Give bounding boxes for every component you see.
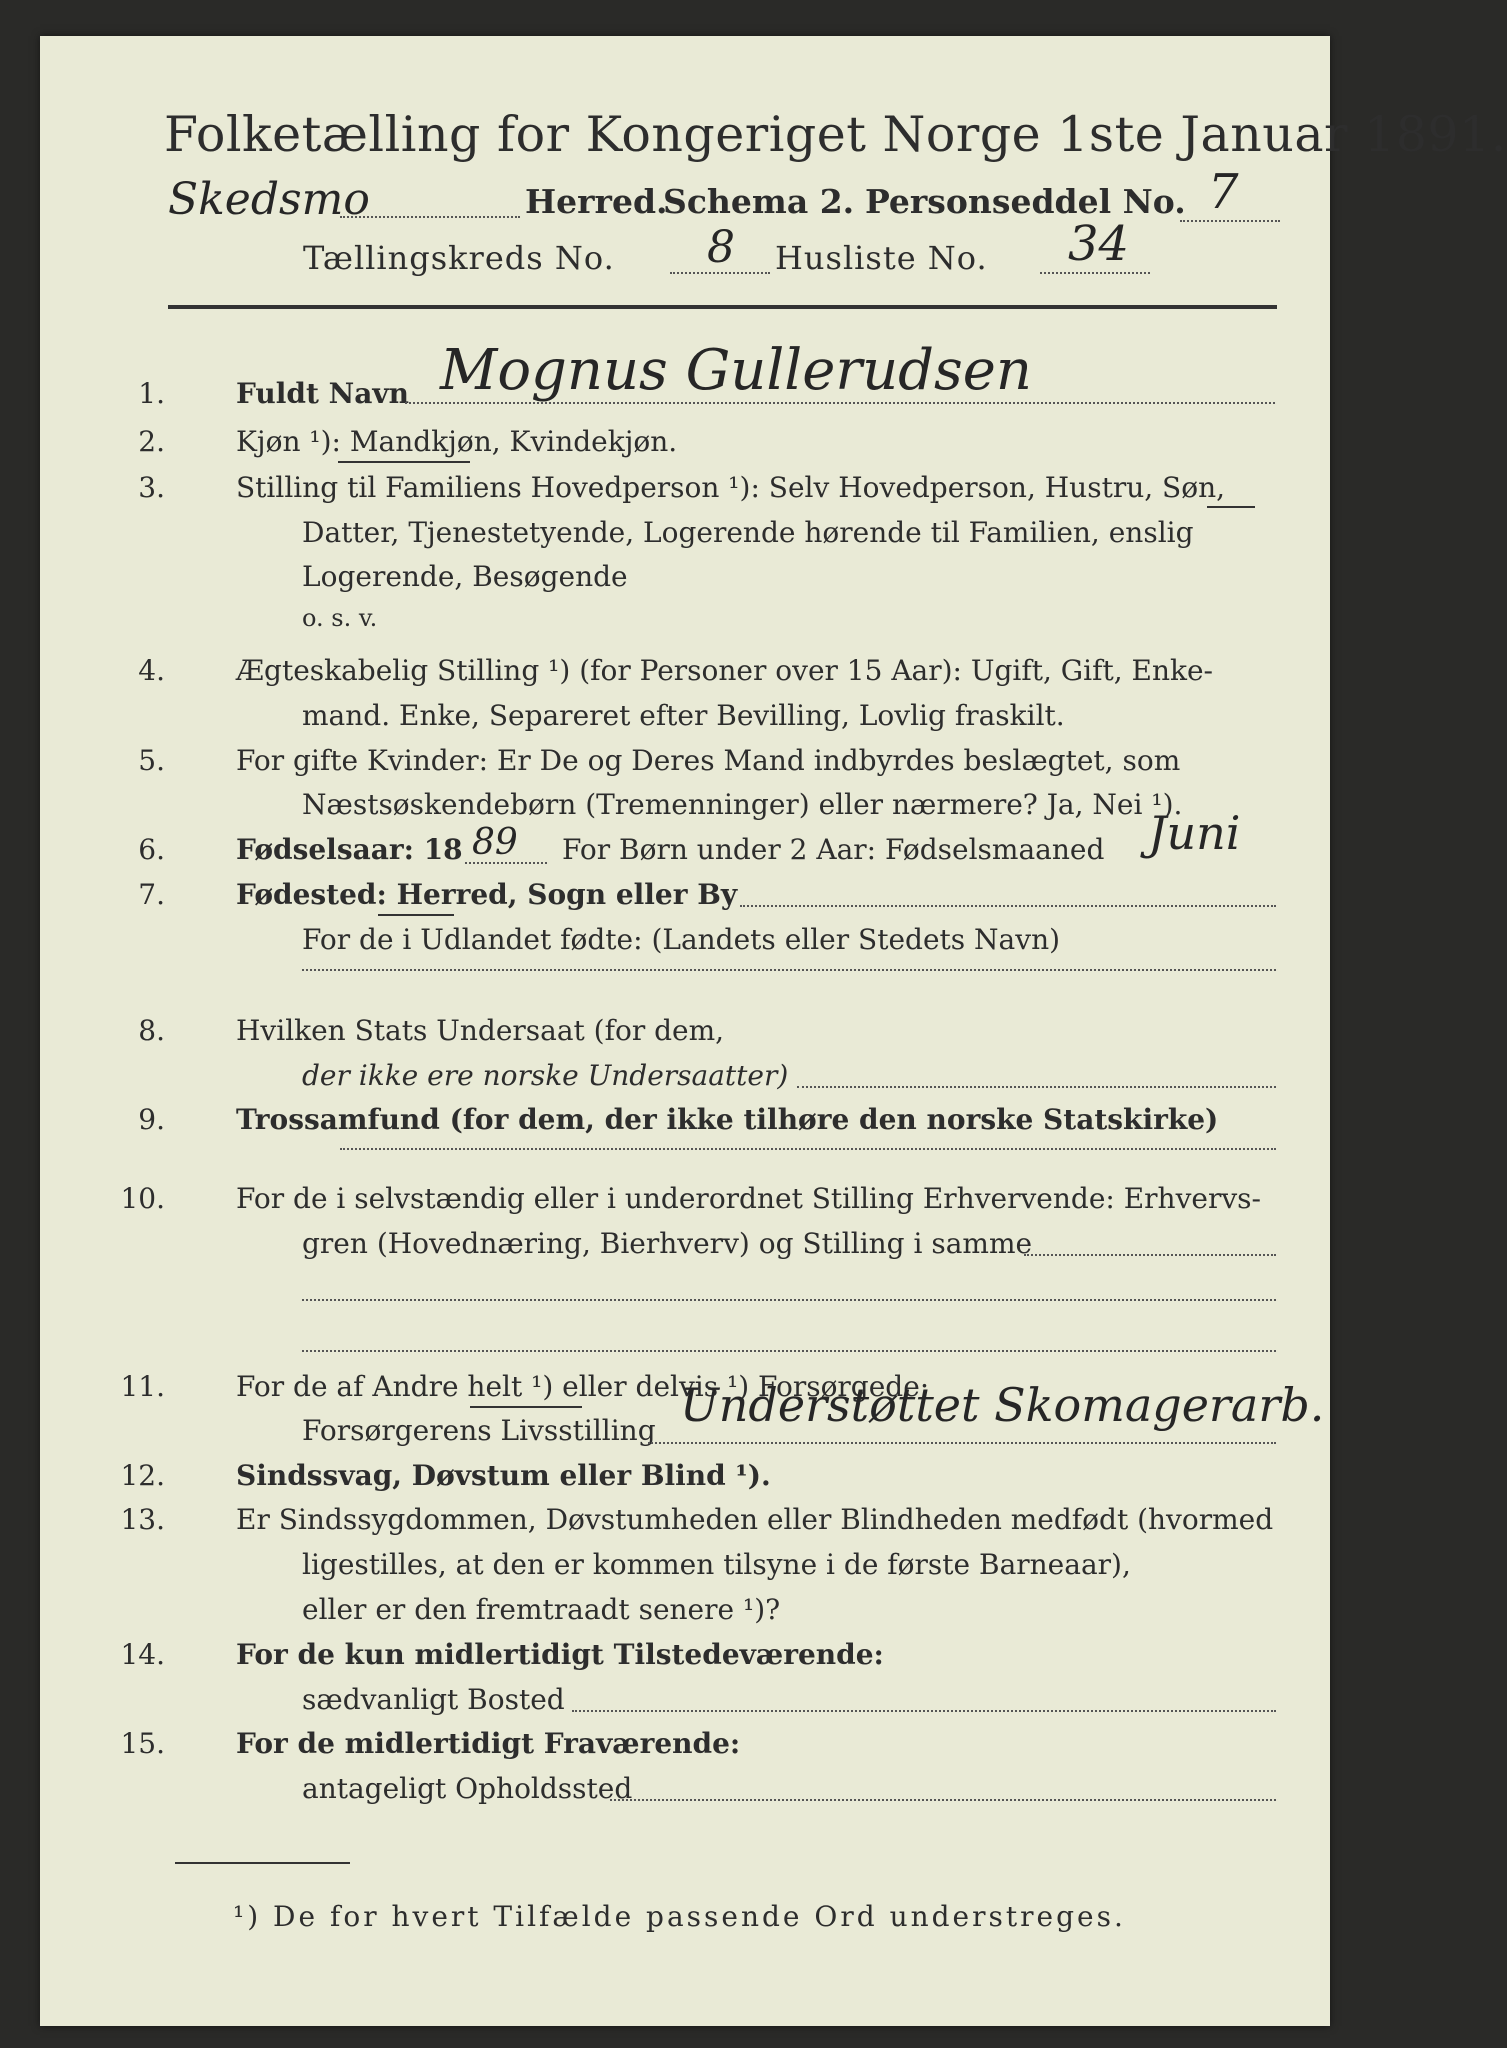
q4-number: 4.: [138, 654, 165, 687]
q13-line2: ligestilles, at den er kommen tilsyne i de første Barneaar),: [302, 1548, 1131, 1581]
q15-label: For de midlertidigt Fraværende:: [236, 1727, 741, 1760]
q14-number: 14.: [120, 1638, 165, 1671]
q3-underline-mark: [1207, 506, 1255, 508]
q8-label: Hvilken Stats Undersaat (for dem,: [236, 1014, 725, 1047]
q6-year-dotted-line: [465, 862, 547, 864]
schema-label: Schema 2.: [663, 182, 855, 221]
form-title: Folketælling for Kongeriget Norge 1ste Januar 1891.: [164, 106, 1507, 163]
q4-label: Ægteskabelig Stilling ¹) (for Personer over 15 Aar): Ugift, Gift, Enke-: [236, 654, 1213, 687]
q10-number: 10.: [120, 1182, 165, 1215]
q9-number: 9.: [138, 1103, 165, 1136]
q1-name-value: Mognus Gullerudsen: [440, 338, 1032, 403]
q4-line2: mand. Enke, Separeret efter Bevilling, Lovlig fraskilt.: [302, 699, 1065, 732]
q7-line2: For de i Udlandet fødte: (Landets eller Stedets Navn): [302, 923, 1061, 956]
header-rule: [168, 305, 1277, 309]
q15-dotted-line: [610, 1799, 1276, 1801]
husliste-value: 34: [1068, 216, 1130, 272]
q14-line2: sædvanligt Bosted: [302, 1683, 565, 1716]
q11-label: For de af Andre helt ¹) eller delvis ¹) Forsørgede:: [236, 1370, 930, 1403]
q5-line2: Næstsøskendebørn (Tremenninger) eller nærmere? Ja, Nei ¹).: [302, 788, 1183, 821]
census-form: [40, 36, 1507, 2026]
q12-number: 12.: [120, 1459, 165, 1492]
q6-number: 6.: [138, 833, 165, 866]
herred-label: Herred.: [525, 182, 668, 221]
q6-label: Fødselsaar: 18: [236, 833, 463, 866]
q11-dotted-line: [648, 1442, 1276, 1444]
personseddel-value: 7: [1208, 164, 1239, 220]
q2-number: 2.: [138, 425, 165, 458]
q11-number: 11.: [120, 1370, 165, 1403]
q3-line4: o. s. v.: [302, 604, 378, 632]
q7-dotted-line: [740, 905, 1276, 907]
q10-dotted-line: [1024, 1254, 1276, 1256]
kreds-dotted-line: [670, 272, 770, 274]
q11-livsstilling-value: Understøttet Skomagerarb.: [680, 1378, 1325, 1432]
footnote-rule: [175, 1862, 350, 1864]
q6-label2: For Børn under 2 Aar: Fødselsmaaned: [562, 833, 1105, 866]
q10-answer-line-2: [302, 1350, 1276, 1352]
q13-number: 13.: [120, 1503, 165, 1536]
q15-line2: antageligt Opholdssted: [302, 1772, 633, 1805]
q6-month-value: Juni: [1148, 806, 1241, 860]
kreds-value: 8: [707, 222, 735, 273]
herred-value: Skedsmo: [168, 174, 370, 225]
q7-label: Fødested: Herred, Sogn eller By: [236, 878, 738, 911]
q3-line2: Datter, Tjenestetyende, Logerende hørende til Familien, enslig: [302, 516, 1194, 549]
q14-dotted-line: [572, 1710, 1276, 1712]
q10-label: For de i selvstændig eller i underordnet Stilling Erhvervende: Erhvervs-: [236, 1182, 1262, 1215]
footnote: ¹) De for hvert Tilfælde passende Ord understreges.: [233, 1900, 1126, 1933]
q6-year-value: 89: [472, 822, 518, 863]
husliste-dotted-line: [1040, 272, 1150, 274]
q7-number: 7.: [138, 878, 165, 911]
q11-underline-mark: [470, 1406, 582, 1408]
q13-line3: eller er den fremtraadt senere ¹)?: [302, 1593, 781, 1626]
q2-label: Kjøn ¹): Mandkjøn, Kvindekjøn.: [236, 425, 678, 458]
q7-answer-line: [302, 969, 1276, 971]
q10-line2: gren (Hovednæring, Bierhverv) og Stilling i samme: [302, 1227, 1033, 1260]
q8-number: 8.: [138, 1014, 165, 1047]
q9-dotted-line: [340, 1148, 1276, 1150]
q8-line2: der ikke ere norske Undersaatter): [302, 1059, 789, 1092]
q12-label: Sindssvag, Døvstum eller Blind ¹).: [236, 1459, 771, 1492]
q5-label: For gifte Kvinder: Er De og Deres Mand indbyrdes beslægtet, som: [236, 744, 1181, 777]
q15-number: 15.: [120, 1727, 165, 1760]
q7-underline-mark: [378, 914, 454, 916]
q2-underline-mark: [338, 461, 470, 463]
q5-number: 5.: [138, 744, 165, 777]
kreds-label: Tællingskreds No.: [303, 239, 615, 277]
q9-label: Trossamfund (for dem, der ikke tilhøre den norske Statskirke): [236, 1103, 1219, 1136]
q1-label: Fuldt Navn: [236, 377, 410, 410]
personseddel-label: Personseddel No.: [865, 182, 1186, 221]
q3-number: 3.: [138, 471, 165, 504]
herred-dotted-line: [340, 216, 520, 218]
personseddel-dotted-line: [1180, 220, 1280, 222]
q3-line3: Logerende, Besøgende: [302, 560, 628, 593]
q8-dotted-line: [797, 1086, 1276, 1088]
q14-label: For de kun midlertidigt Tilstedeværende:: [236, 1638, 884, 1671]
q1-number: 1.: [138, 377, 165, 410]
q10-answer-line-1: [302, 1299, 1276, 1301]
husliste-label: Husliste No.: [775, 239, 988, 277]
q11-line2: Forsørgerens Livsstilling: [302, 1414, 656, 1447]
q13-label: Er Sindssygdommen, Døvstumheden eller Blindheden medfødt (hvormed: [236, 1503, 1274, 1536]
q3-label: Stilling til Familiens Hovedperson ¹): Selv Hovedperson, Hustru, Søn,: [236, 471, 1226, 504]
